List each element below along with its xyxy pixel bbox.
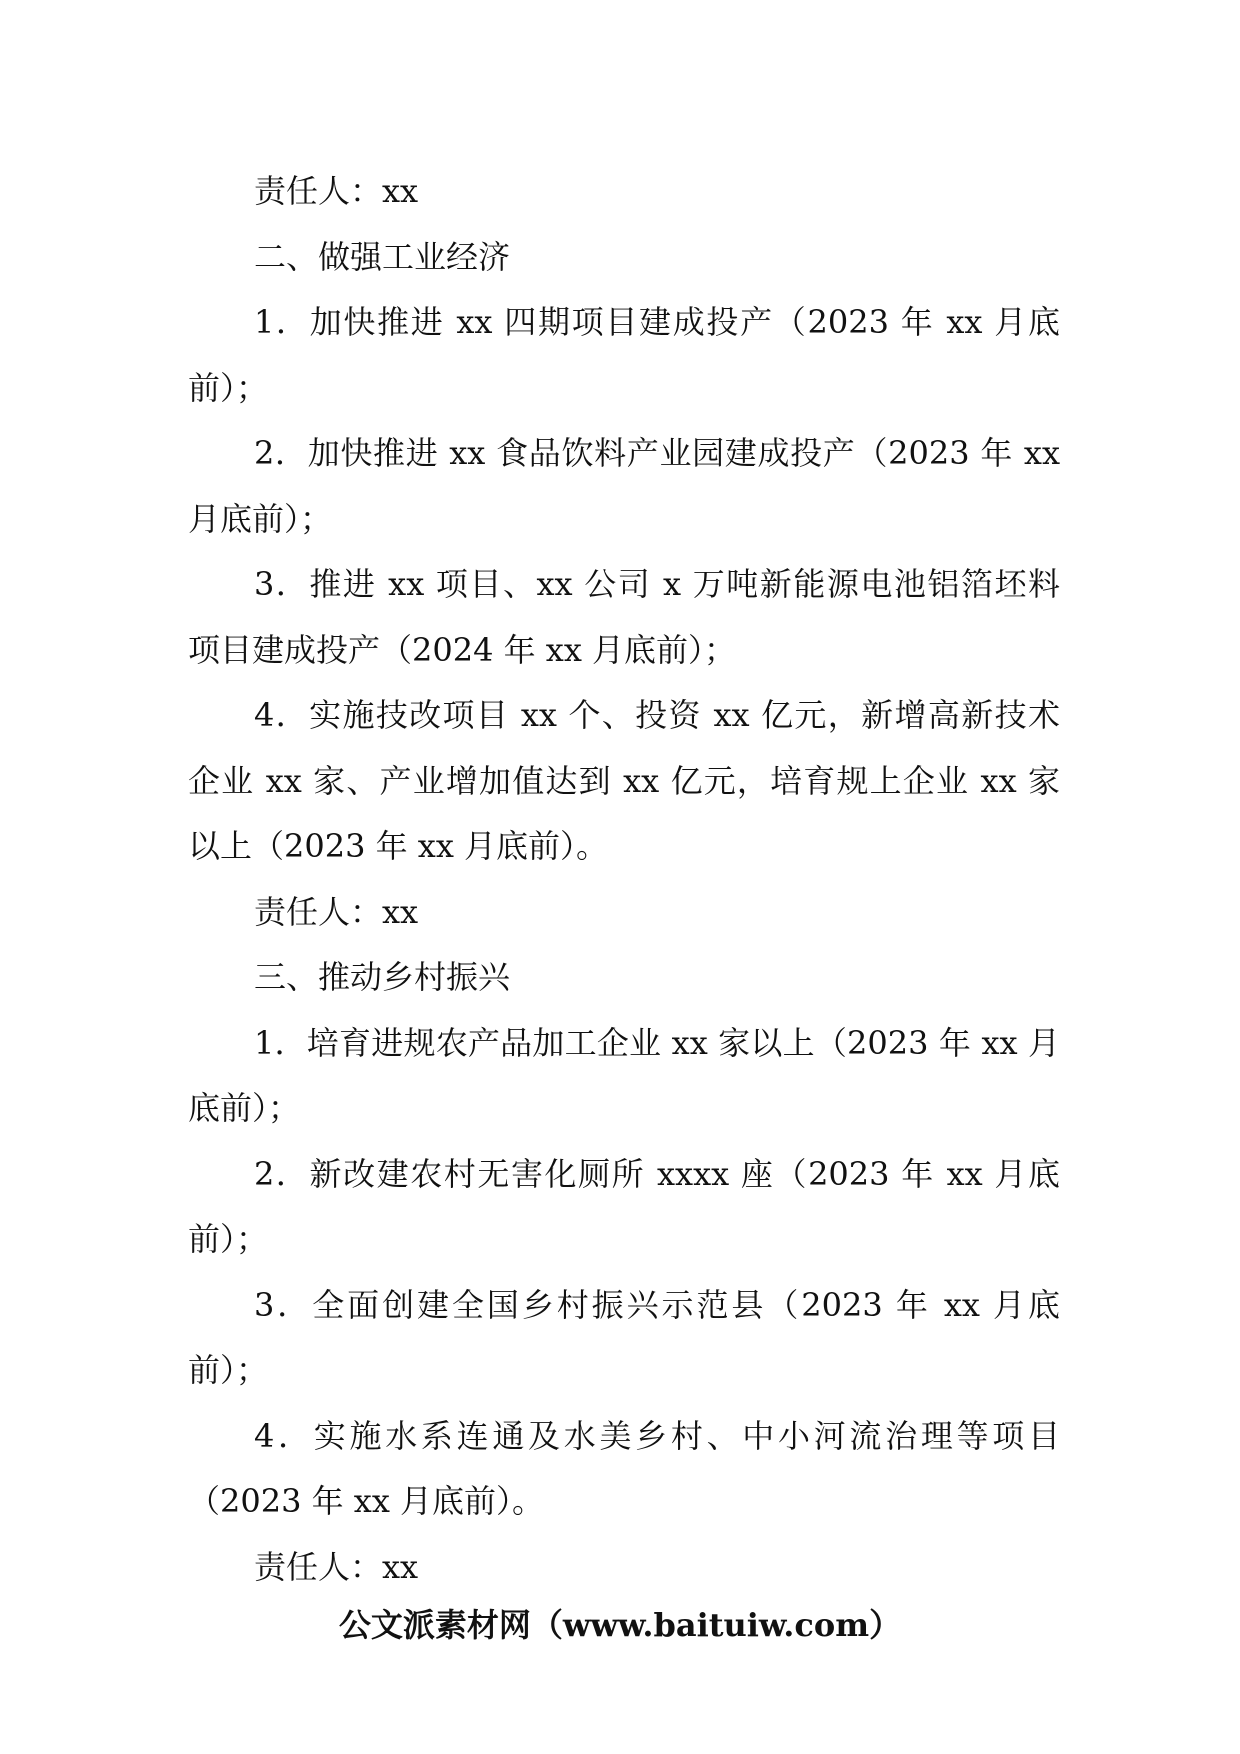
list-item-line: 4．实施技改项目 xx 个、投资 xx 亿元，新增高新技术 bbox=[254, 696, 1060, 734]
list-item-line: 月底前）； bbox=[188, 499, 333, 538]
list-item-line: 前）； bbox=[188, 1220, 269, 1258]
list-item-line: 以上（2023 年 xx 月底前）。 bbox=[188, 827, 609, 865]
list-item-line: 前）； bbox=[188, 1351, 269, 1389]
list-item-line: 前）； bbox=[188, 368, 269, 407]
section-heading: 三、推动乡村振兴 bbox=[254, 958, 511, 996]
list-item-line: 3．全面创建全国乡村振兴示范县（2023 年 xx 月底 bbox=[254, 1285, 1060, 1324]
list-item-line: 企业 xx 家、产业增加值达到 xx 亿元，培育规上企业 xx 家 bbox=[188, 761, 1060, 800]
list-item-line: 2．新改建农村无害化厕所 xxxx 座（2023 年 xx 月底 bbox=[254, 1154, 1060, 1193]
list-item-line: 4．实施水系连通及水美乡村、中小河流治理等项目 bbox=[254, 1416, 1060, 1455]
list-item-line: 2．加快推进 xx 食品饮料产业园建成投产（2023 年 xx bbox=[254, 434, 1060, 472]
footer-watermark: 公文派素材网（www.baituiw.com） bbox=[338, 1606, 902, 1644]
responsible-person-line: 责任人：xx bbox=[254, 1547, 419, 1586]
section-heading: 二、做强工业经济 bbox=[254, 237, 511, 276]
list-item-line: （2023 年 xx 月底前）。 bbox=[188, 1482, 545, 1520]
list-item-line: 底前）； bbox=[188, 1089, 301, 1127]
list-item-line: 1．培育进规农产品加工企业 xx 家以上（2023 年 xx 月 bbox=[254, 1023, 1060, 1062]
document-body bbox=[188, 159, 1060, 1600]
list-item-line: 项目建成投产（2024 年 xx 月底前）； bbox=[188, 630, 737, 669]
list-item-line: 3．推进 xx 项目、xx 公司 x 万吨新能源电池铝箔坯料 bbox=[254, 565, 1060, 603]
list-item-line: 1．加快推进 xx 四期项目建成投产（2023 年 xx 月底 bbox=[254, 303, 1060, 341]
responsible-person-line: 责任人：xx bbox=[254, 892, 419, 931]
responsible-person-line: 责任人：xx bbox=[254, 172, 419, 210]
